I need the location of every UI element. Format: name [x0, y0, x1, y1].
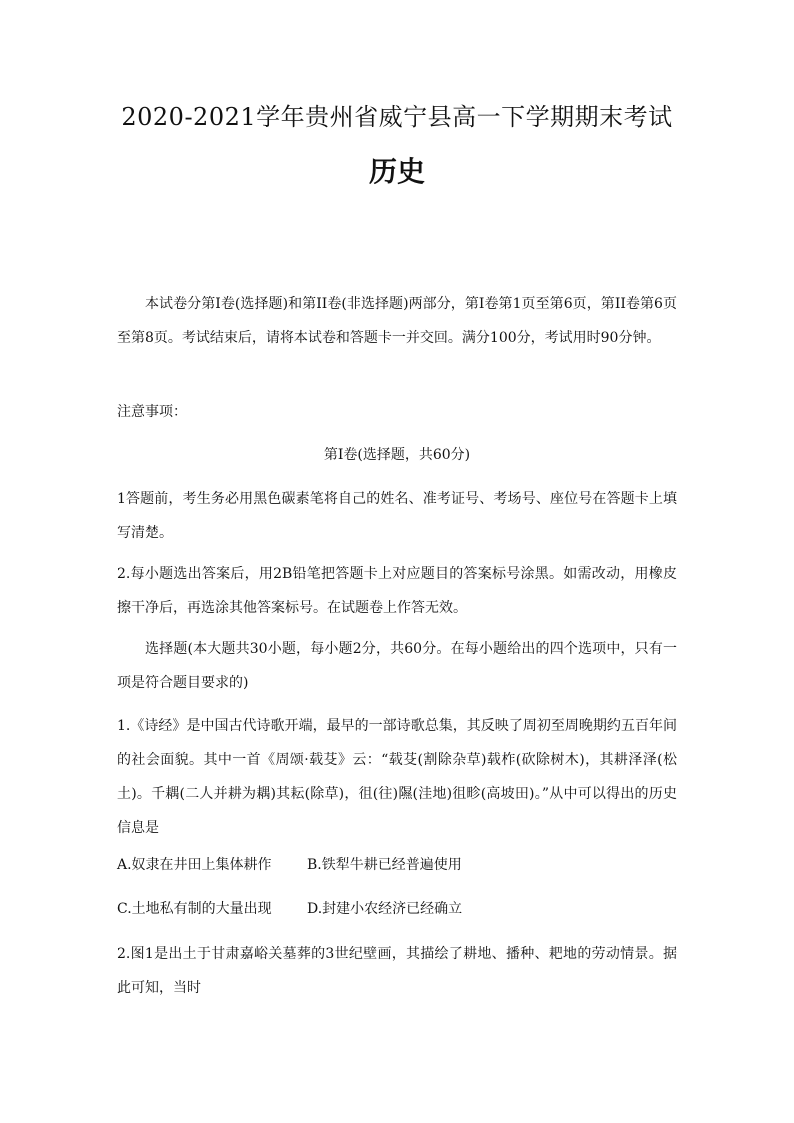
question-1-stem: 1.《诗经》是中国古代诗歌开端，最早的一部诗歌总集，其反映了周初至周晚期约五百年间的社会面貌。其中一首《周颂·载芟》云：“载芟(割除杂草)载柞(砍除树木)，其耕泽泽(松土)。千耦(二人并耕为耦)其耘(除草)，徂(往)隰(洼地)徂畛(高坡田)。”从中可以得出的历史信息是 [117, 718, 677, 836]
question-1-option-a: A.奴隶在井田上集体耕作 [117, 857, 272, 873]
exam-title: 2020-2021学年贵州省威宁县高一下学期期末考试 [121, 103, 673, 131]
question-1-options-row-1 [117, 848, 677, 882]
question-1-option-d: D.封建小农经济已经确立 [307, 901, 463, 917]
subject-title: 历史 [368, 155, 425, 188]
question-2-stem: 2.图1是出土于甘肃嘉峪关墓葬的3世纪壁画，其描绘了耕地、播种、耙地的劳动情景。据此可知，当时 [117, 946, 677, 996]
notice-item-2: 2.每小题选出答案后，用2B铅笔把答题卡上对应题目的答案标号涂黑。如需改动，用橡皮擦干净后，再选涂其他答案标号。在试题卷上作答无效。 [117, 566, 677, 616]
question-1-option-c: C.土地私有制的大量出现 [117, 901, 272, 917]
section-heading: 第I卷(选择题，共60分) [323, 447, 471, 463]
intro-paragraph: 本试卷分第I卷(选择题)和第II卷(非选择题)两部分，第I卷第1页至第6页，第II卷第6页至第8页。考试结束后，请将本试卷和答题卡一并交回。满分100分，考试用时90分钟。 [117, 296, 677, 346]
question-1-options-row-2 [117, 892, 677, 926]
notice-item-1: 1答题前，考生务必用黑色碳素笔将自己的姓名、准考证号、考场号、座位号在答题卡上填写清楚。 [117, 491, 677, 541]
notice-label: 注意事项： [117, 404, 187, 420]
choice-instructions: 选择题(本大题共30小题，每小题2分，共60分。在每小题给出的四个选项中，只有一项是符合题目要求的) [117, 641, 677, 691]
question-1-option-b: B.铁犁牛耕已经普遍使用 [307, 857, 462, 873]
